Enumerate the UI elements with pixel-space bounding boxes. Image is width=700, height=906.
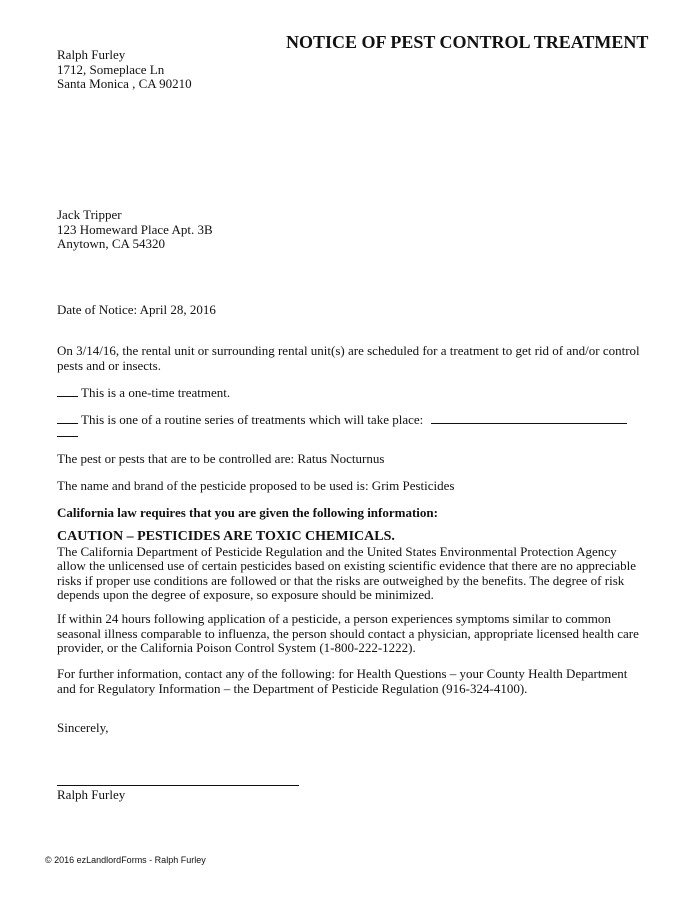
sender-address-line2: Santa Monica , CA 90210 [57,76,192,91]
recipient-name: Jack Tripper [57,207,122,222]
recipient-address [57,208,213,252]
sender-address-line1: 1712, Someplace Ln [57,61,165,77]
recipient-address-line2: Anytown, CA 54320 [57,236,165,251]
option-one-time-label: This is a one-time treatment. [81,385,231,400]
pesticide-line: The name and brand of the pesticide proposed to be used is: Grim Pesticides [57,478,455,493]
sender-name: Ralph Furley [57,47,126,62]
law-heading: California law requires that you are given the following information: [57,505,438,520]
routine-dates-blank[interactable] [431,412,627,424]
option-one-time [57,385,230,401]
caution-body: The California Department of Pesticide Regulation and the United States Environmental Protection Agency allow the unlicensed use of certain pesticides based on existing scientific evidence that there are no appreciable risks if proper use conditions are followed or that the risks are outweighed by the benefits. The degree of risk depends upon the degree of exposure, so exposure should be minimized. [57,543,636,602]
caution-heading: CAUTION – PESTICIDES ARE TOXIC CHEMICALS. [57,529,395,544]
pests-line: The pest or pests that are to be controlled are: Ratus Nocturnus [57,451,385,466]
sender-address [57,48,192,92]
one-time-blank[interactable] [57,385,78,397]
caution-section [57,530,642,603]
footer-copyright: © 2016 ezLandlordForms - Ralph Furley [45,855,206,865]
option-routine [57,412,647,428]
date-of-notice: Date of Notice: April 28, 2016 [57,302,216,317]
routine-blank[interactable] [57,412,78,424]
closing: Sincerely, [57,720,109,735]
symptoms-paragraph: If within 24 hours following application of a pesticide, a person experiences symptoms similar to common seasonal illness comparable to influenza, the person should contact a physician, appropriate licensed health care provider, or the California Poison Control System (1-800-222-1222). [57,611,639,655]
document-title: NOTICE OF PEST CONTROL TREATMENT [286,32,649,52]
schedule-paragraph: On 3/14/16, the rental unit or surrounding rental unit(s) are scheduled for a treatment to get rid of and/or control pests and or insects. [57,343,640,373]
signature-name: Ralph Furley [57,787,126,802]
signature-line [57,785,299,786]
routine-dates-blank-continued [57,436,78,437]
recipient-address-line1: 123 Homeward Place Apt. 3B [57,221,213,237]
option-routine-label: This is one of a routine series of treatments which will take place: [81,412,424,427]
info-paragraph: For further information, contact any of the following: for Health Questions – your County Health Department and for Regulatory Information – the Department of Pesticide Regulation (916-324-4100). [57,666,628,696]
